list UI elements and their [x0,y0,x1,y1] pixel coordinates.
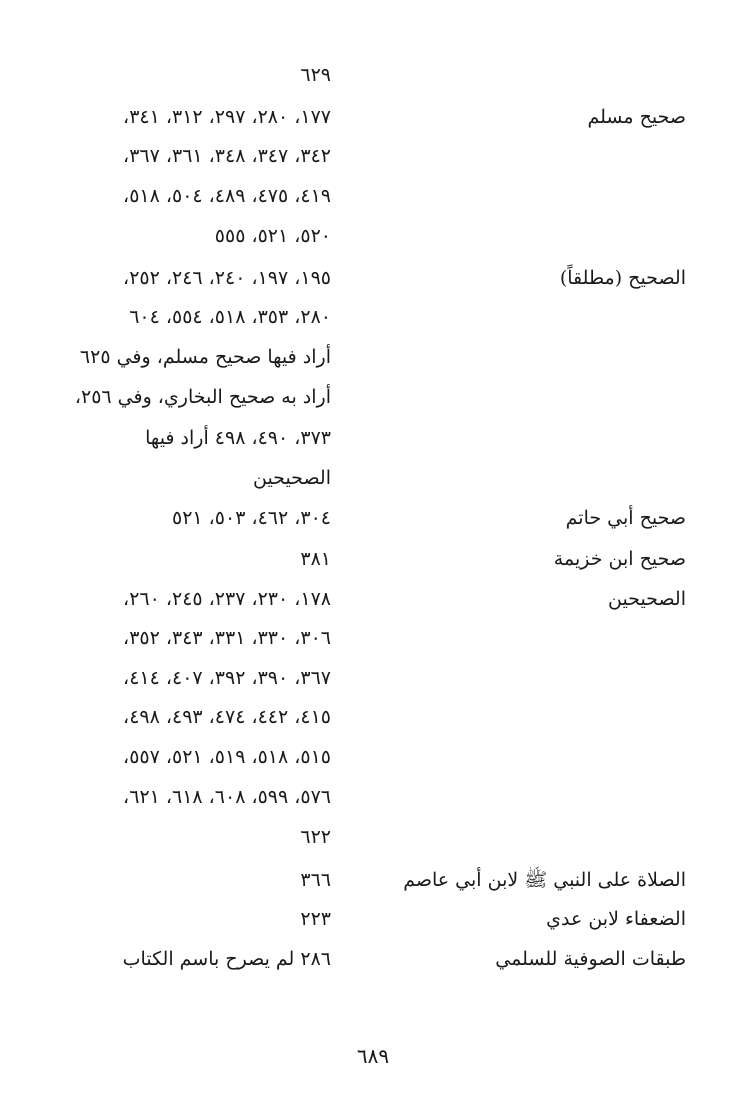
entry-title: الضعفاء لابن عدي [546,908,686,930]
entry-pages: ١٧٨، ٢٣٠، ٢٣٧، ٢٤٥، ٢٦٠، [123,588,331,610]
index-row [0,579,746,619]
entry-title: صحيح ابن خزيمة [553,548,686,570]
page-number: ٦٨٩ [356,1044,390,1068]
entry-pages: ٢٨٠، ٣٥٣، ٥١٨، ٥٥٤، ٦٠٤ [129,306,331,328]
index-row [0,258,746,298]
index-row [0,377,746,417]
entry-pages: ١٧٧، ٢٨٠، ٢٩٧، ٣١٢، ٣٤١، [123,106,331,128]
index-row [0,55,746,95]
entry-pages: ٤١٥، ٤٤٢، ٤٧٤، ٤٩٣، ٤٩٨، [123,706,331,728]
index-row [0,458,746,498]
index-row [0,697,746,737]
index-row [0,418,746,458]
entry-pages: ٢٢٣ [300,908,331,930]
entry-title: صحيح مسلم [587,106,686,128]
entry-pages: ٦٢٢ [300,826,331,848]
entry-title: الصلاة على النبي ﷺ لابن أبي عاصم [403,869,686,891]
index-row [0,658,746,698]
index-row [0,618,746,658]
entry-pages: ٥٧٦، ٥٩٩، ٦٠٨، ٦١٨، ٦٢١، [123,786,331,808]
entry-title: الصحيح (مطلقاً) [559,267,686,289]
index-row [0,899,746,939]
entry-pages: ٥١٥، ٥١٨، ٥١٩، ٥٢١، ٥٥٧، [123,746,331,768]
index-row [0,136,746,176]
index-row [0,337,746,377]
entry-pages: ٣٠٤، ٤٦٢، ٥٠٣، ٥٢١ [171,507,331,529]
entry-pages: ٣٦٧، ٣٩٠، ٣٩٢، ٤٠٧، ٤١٤، [123,667,331,689]
entry-pages: ١٩٥، ١٩٧، ٢٤٠، ٢٤٦، ٢٥٢، [123,267,331,289]
entry-pages: ٦٢٩ [300,64,331,86]
index-row [0,97,746,137]
entry-pages: أراد فيها صحيح مسلم، وفي ٦٢٥ [79,346,331,368]
index-row [0,817,746,857]
index-row [0,176,746,216]
entry-pages: أراد به صحيح البخاري، وفي ٢٥٦، [74,386,331,408]
entry-pages: ٥٢٠، ٥٢١، ٥٥٥ [214,225,331,247]
entry-pages: ٤١٩، ٤٧٥، ٤٨٩، ٥٠٤، ٥١٨، [123,185,331,207]
index-row [0,777,746,817]
index-row [0,297,746,337]
index-row [0,737,746,777]
index-row [0,216,746,256]
entry-pages: ٣٧٣، ٤٩٠، ٤٩٨ أراد فيها [145,427,331,449]
entry-title: طبقات الصوفية للسلمي [495,948,686,970]
entry-pages: الصحيحين [252,467,331,489]
entry-pages: ٢٨٦ لم يصرح باسم الكتاب [122,948,331,970]
index-row [0,939,746,979]
entry-pages: ٣٨١ [300,548,331,570]
index-row [0,498,746,538]
entry-pages: ٣٠٦، ٣٣٠، ٣٣١، ٣٤٣، ٣٥٢، [123,627,331,649]
entry-title: صحيح أبي حاتم [565,507,686,529]
entry-pages: ٣٦٦ [300,869,331,891]
entry-title: الصحيحين [607,588,686,610]
index-row [0,860,746,900]
entry-pages: ٣٤٢، ٣٤٧، ٣٤٨، ٣٦١، ٣٦٧، [123,145,331,167]
index-row [0,539,746,579]
